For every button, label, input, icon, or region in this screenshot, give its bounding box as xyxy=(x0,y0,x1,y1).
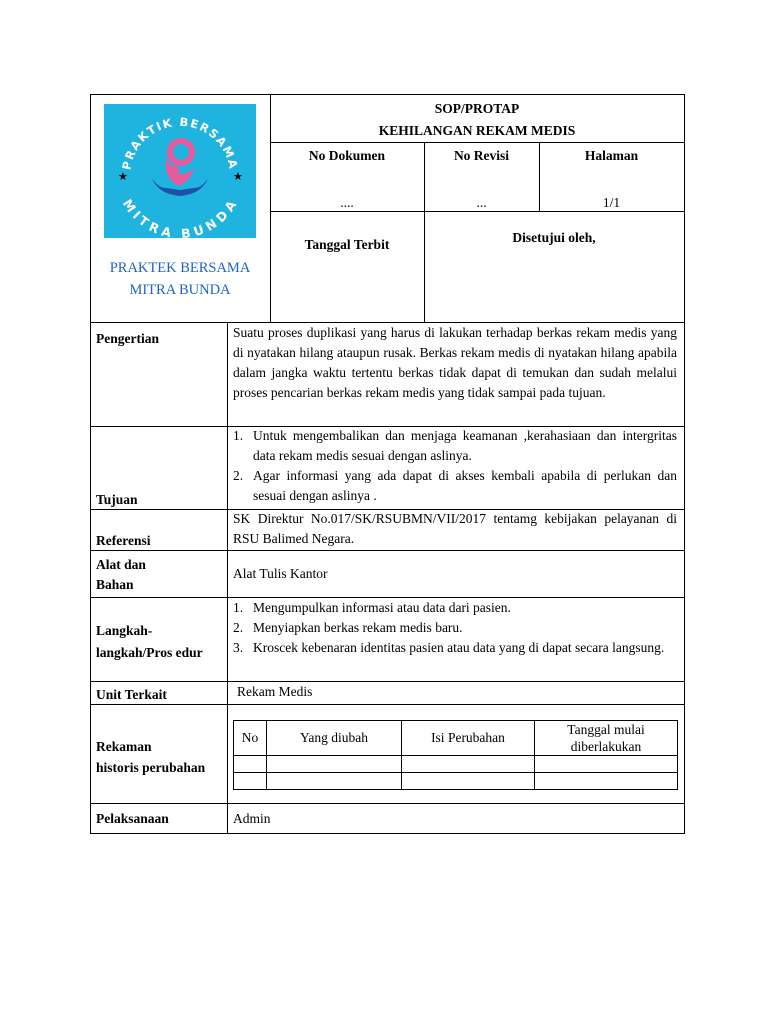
unit-text: Rekam Medis xyxy=(237,684,313,699)
logo-arc-bottom: MITRA BUNDA xyxy=(119,196,241,238)
row-line-6 xyxy=(90,704,685,705)
child-head xyxy=(169,165,179,175)
tujuan-label: Tujuan xyxy=(96,492,138,507)
langkah-list xyxy=(233,598,677,658)
org-name-line1: PRAKTEK BERSAMA xyxy=(109,260,251,276)
tanggal-terbit-label: Tanggal Terbit xyxy=(304,237,390,252)
star-icon: ★ xyxy=(233,171,243,183)
list-item: 1. Untuk mengembalikan dan menjaga keamanan ,kerahasiaan dan intergritas data rekam medis sesuai dengan aslinya. xyxy=(233,428,677,463)
pelaksanaan-text: Admin xyxy=(233,811,271,826)
table-row xyxy=(234,773,678,790)
no-dokumen-value: .... xyxy=(340,195,354,210)
tujuan-list xyxy=(233,426,677,506)
list-item: 1. Mengumpulkan informasi atau data dari pasien. xyxy=(233,600,511,615)
list-item: 3. Kroscek kebenaran identitas pasien atau data yang di dapat secara langsung. xyxy=(233,640,665,655)
list-item: 2. Agar informasi yang ada dapat di akses kembali apabila di perlukan dan sesuai dengan aslinya . xyxy=(233,468,677,503)
rekaman-label: Rekaman historis perubahan xyxy=(96,739,206,775)
border-right xyxy=(684,94,685,834)
pelaksanaan-label: Pelaksanaan xyxy=(96,811,169,826)
row-line-7 xyxy=(90,803,685,804)
no-revisi-label: No Revisi xyxy=(453,148,510,163)
history-table xyxy=(233,720,678,790)
pengertian-text: Suatu proses duplikasi yang harus di lakukan terhadap berkas rekam medis yang di nyatakan hilang ataupun rusak. Berkas rekam medis di nyatakan hilang apabila dalam jangka waktu tertentu berkas tidak dapat di temukan dan sudah melalui proses pencarian berkas rekam medis yang tidak sampai pada tujuan. xyxy=(233,325,677,400)
body-divider xyxy=(227,322,228,834)
history-header-row xyxy=(234,721,678,756)
unit-label: Unit Terkait xyxy=(96,687,167,702)
row-line-3 xyxy=(90,550,685,551)
col-yang-diubah: Yang diubah xyxy=(267,721,402,756)
no-dokumen-label: No Dokumen xyxy=(308,148,386,163)
org-name-line2: MITRA BUNDA xyxy=(129,282,231,298)
halaman-value: 1/1 xyxy=(602,195,621,210)
star-icon: ★ xyxy=(118,171,128,183)
no-revisi-value: ... xyxy=(476,195,487,210)
table-row xyxy=(234,756,678,773)
org-name xyxy=(96,257,264,301)
list-item: 2. Menyiapkan berkas rekam medis baru. xyxy=(233,620,463,635)
border-left xyxy=(90,94,91,834)
referensi-text: SK Direktur No.017/SK/RSUBMN/VII/2017 tentamg kebijakan pelayanan di RSU Balimed Negara. xyxy=(233,511,677,546)
header-line-title xyxy=(270,142,684,143)
alat-label: Alat dan Bahan xyxy=(96,557,146,592)
logo-arc-top: PRAKTIK BERSAMA xyxy=(119,114,241,172)
border-top xyxy=(90,94,685,95)
logo xyxy=(104,104,256,238)
col-tanggal: Tanggal mulai diberlakukan xyxy=(535,721,678,756)
mother-child-hands-icon xyxy=(104,104,256,238)
col-isi-perubahan: Isi Perubahan xyxy=(402,721,535,756)
halaman-label: Halaman xyxy=(584,148,639,163)
col-no: No xyxy=(234,721,267,756)
langkah-label: Langkah- langkah/Pros edur xyxy=(96,623,203,660)
referensi-label: Referensi xyxy=(96,533,151,548)
alat-text: Alat Tulis Kantor xyxy=(233,566,328,581)
disetujui-label: Disetujui oleh, xyxy=(512,230,596,245)
pengertian-label: Pengertian xyxy=(96,331,159,346)
border-bottom xyxy=(90,833,685,834)
doc-title-line2: KEHILANGAN REKAM MEDIS xyxy=(378,123,576,138)
doc-title-line1: SOP/PROTAP xyxy=(434,101,520,116)
row-line-5 xyxy=(90,681,685,682)
